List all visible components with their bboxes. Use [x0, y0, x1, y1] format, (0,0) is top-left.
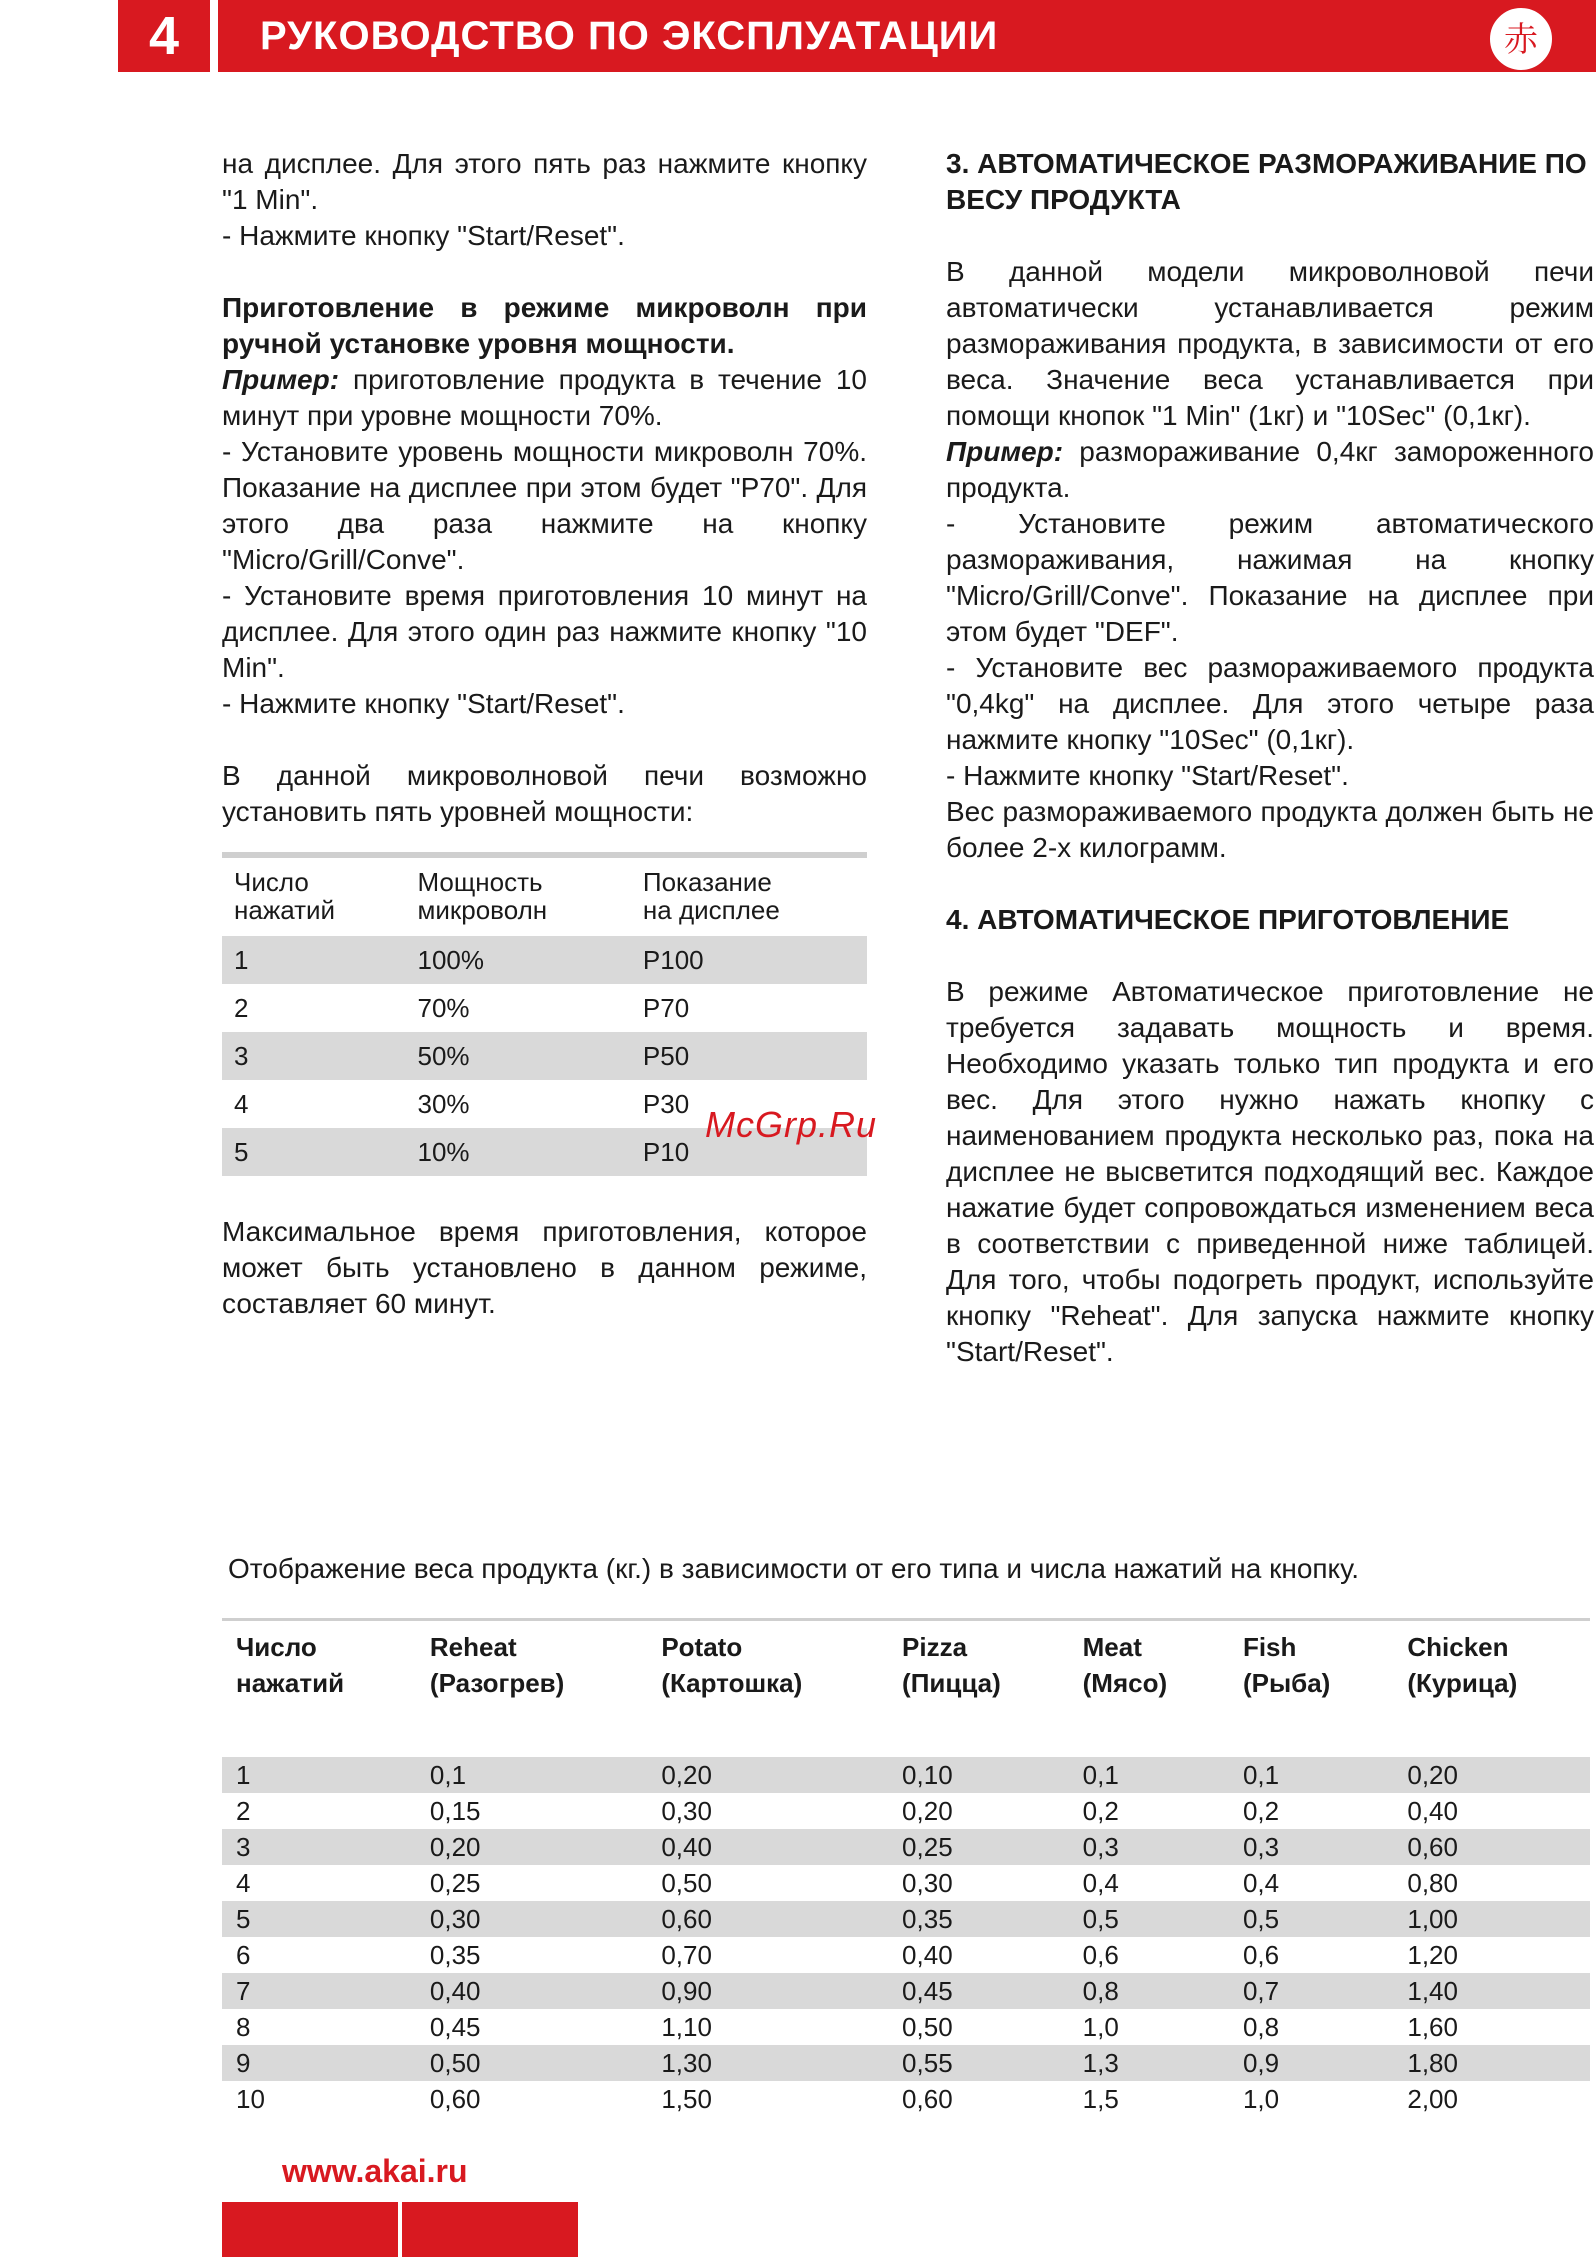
page-header: [0, 0, 1596, 72]
weight-header-presses: Число нажатий: [236, 1632, 345, 1698]
table-row: 9 0,50 1,30 0,55 1,3 0,9 1,80: [222, 2045, 1590, 2081]
example-text: приготовление продукта в течение 10 минут при уровне мощности 70%.: [222, 364, 867, 431]
table-row: 2 70% P70: [234, 993, 690, 1023]
akai-logo-icon: [1494, 12, 1548, 66]
weight-header-pizza: Pizza (Пицца): [902, 1632, 1001, 1698]
footer-bar: [222, 2202, 578, 2257]
power-table-header: [222, 855, 867, 936]
intro-line: - Нажмите кнопку "Start/Reset".: [222, 220, 625, 251]
example-label: Пример:: [946, 436, 1064, 467]
logo-glyph: 赤: [1504, 20, 1538, 60]
table-row: 7 0,40 0,90 0,45 0,8 0,7 1,40: [222, 1973, 1590, 2009]
defrost-step: Вес размораживаемого продукта должен быть не более 2-х килограмм.: [946, 796, 1594, 863]
table-row: 6 0,35 0,70 0,40 0,6 0,6 1,20: [236, 1940, 1458, 1970]
weight-table-caption: Отображение веса продукта (кг.) в зависимости от его типа и числа нажатий на кнопку.: [228, 1553, 1360, 1584]
manual-example: [222, 362, 867, 434]
weight-header-fish: Fish (Рыба): [1242, 1632, 1331, 1698]
table-row: 3 50% P50: [222, 1032, 867, 1080]
table-row: 1 0,1 0,20 0,10 0,1 0,1 0,20: [222, 1757, 1590, 1793]
footer-website-link[interactable]: www.akai.ru: [282, 2153, 468, 2189]
table-row: 3 0,20 0,40 0,25 0,3 0,3 0,60: [222, 1829, 1590, 1865]
defrost-step: - Нажмите кнопку "Start/Reset".: [946, 760, 1349, 791]
power-header-microwave: Мощность микроволн: [417, 867, 548, 925]
table-row: 4 0,25 0,50 0,30 0,4 0,4 0,80: [236, 1868, 1458, 1898]
weight-table: [222, 1618, 1590, 2117]
power-levels-intro: В данной микроволновой печи возможно установить пять уровней мощности:: [222, 760, 867, 827]
manual-step: - Нажмите кнопку "Start/Reset".: [222, 688, 625, 719]
watermark: McGrp.Ru: [705, 1104, 878, 1145]
right-column: [946, 146, 1594, 1370]
section-4-text: В режиме Автоматическое приготовление не требуется задавать мощность и время. Необходимо указать только тип продукта и его вес. Для этого нужно нажать кнопку с наименованием продукта несколько раз, пока на дисплее не высветится подходящий вес. Каждое нажатие будет сопровождаться изменением веса в соответствии с приведенной ниже таблицей. Для того, чтобы подогреть продукт, используйте кнопку "Reheat". Для запуска нажмите кнопку "Start/Reset".: [946, 976, 1594, 1367]
power-header-display: Показание на дисплее: [642, 867, 780, 925]
defrost-step: - Установите режим автоматического размораживания, нажимая на кнопку "Micro/Grill/Conve". Показание на дисплее при этом будет "DEF".: [946, 508, 1594, 647]
manual-mode-heading: Приготовление в режиме микроволн при ручной установке уровня мощности.: [222, 292, 867, 359]
table-row: 4 30% P30: [234, 1089, 690, 1119]
weight-table-header: [222, 1620, 1590, 1758]
manual-step: - Установите время приготовления 10 минут на дисплее. Для этого один раз нажмите кнопку "10 Min".: [222, 580, 867, 683]
table-row: 5 10% P10: [222, 1128, 867, 1176]
table-row: 1 100% P100: [222, 936, 867, 984]
section-4-heading: 4. АВТОМАТИЧЕСКОЕ ПРИГОТОВЛЕНИЕ: [946, 904, 1510, 935]
weight-header-meat: Meat (Мясо): [1082, 1632, 1168, 1698]
weight-header-chicken: Chicken (Курица): [1407, 1632, 1518, 1698]
manual-title: РУКОВОДСТВО ПО ЭКСПЛУАТАЦИИ: [260, 13, 999, 58]
example-text: размораживание 0,4кг замороженного продукта.: [946, 436, 1594, 503]
max-time-note: Максимальное время приготовления, которое может быть установлено в данном режиме, составляет 60 минут.: [222, 1216, 867, 1319]
table-row: 10 0,60 1,50 0,60 1,5 1,0 2,00: [236, 2084, 1458, 2114]
weight-header-potato: Potato (Картошка): [661, 1632, 803, 1698]
manual-step: - Установите уровень мощности микроволн 70%. Показание на дисплее при этом будет "P70". Для этого два раза нажмите на кнопку "Micro/Grill/Conve".: [222, 436, 867, 575]
table-row: 8 0,45 1,10 0,50 1,0 0,8 1,60: [236, 2012, 1458, 2042]
section-3-heading: 3. АВТОМАТИЧЕСКОЕ РАЗМОРАЖИВАНИЕ ПО ВЕСУ ПРОДУКТА: [946, 148, 1587, 215]
section-3-text: В данной модели микроволновой печи автоматически устанавливается режим размораживания продукта, в зависимости от его веса. Значение веса устанавливается при помощи кнопок "1 Min" (1кг) и "10Sec" (0,1кг).: [946, 256, 1594, 431]
intro-line: на дисплее. Для этого пять раз нажмите кнопку "1 Min".: [222, 148, 867, 215]
power-header-presses: Число нажатий: [234, 867, 336, 925]
example-label: Пример:: [222, 364, 340, 395]
manual-title-bar: [218, 0, 1596, 72]
table-row: 2 0,15 0,30 0,20 0,2 0,2 0,40: [236, 1796, 1458, 1826]
defrost-example: [946, 434, 1594, 506]
akai-logo: [1490, 8, 1552, 70]
footer-bar-divider: [398, 2202, 402, 2257]
page-number: 4: [118, 0, 210, 72]
defrost-step: - Установите вес размораживаемого продукта "0,4kg" на дисплее. Для этого четыре раза нажмите кнопку "10Sec" (0,1кг).: [946, 652, 1594, 755]
weight-header-reheat: Reheat (Разогрев): [429, 1632, 565, 1698]
table-row: 5 0,30 0,60 0,35 0,5 0,5 1,00: [222, 1901, 1590, 1937]
